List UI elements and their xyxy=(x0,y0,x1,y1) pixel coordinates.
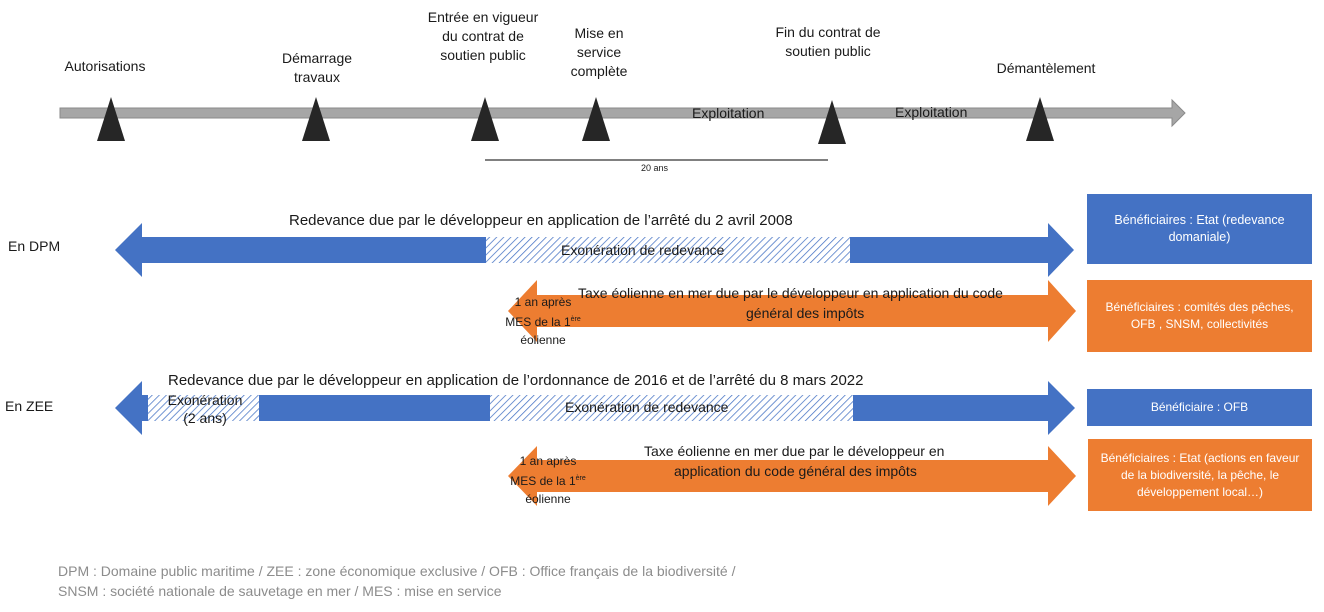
milestone-marker-autorisations xyxy=(97,97,125,141)
dpm-beneficiaire-orange: Bénéficiaires : comités des pêches, OFB , SNSM, collectivités xyxy=(1087,280,1312,352)
zee-mes-note: 1 an après MES de la 1ère éolienne xyxy=(510,454,586,506)
dpm-beneficiaire-blue: Bénéficiaires : Etat (redevance domaniale) xyxy=(1087,194,1312,264)
zee-redevance-label: Redevance due par le développeur en application de l’ordonnance de 2016 et de l’arrêté du 8 mars 2022 xyxy=(168,372,864,389)
milestone-mise-en-service: Mise en service complète xyxy=(570,25,628,79)
milestone-marker-demarrage xyxy=(302,97,330,141)
dpm-taxe-label-1: Taxe éolienne en mer due par le développeur en application du code xyxy=(578,285,1003,301)
zee-taxe-label-2: application du code général des impôts xyxy=(674,463,917,479)
milestone-demarrage: Démarrage travaux xyxy=(281,50,353,85)
milestone-autorisations: Autorisations xyxy=(64,58,146,74)
zee-exoneration-short-label: Exonération (2 ans) xyxy=(167,392,243,426)
zee-taxe-label-1: Taxe éolienne en mer due par le développeur en xyxy=(644,443,945,459)
milestone-marker-demantelement xyxy=(1026,97,1054,141)
exploitation-label-2: Exploitation xyxy=(895,104,968,120)
exploitation-label-1: Exploitation xyxy=(692,105,765,121)
dpm-redevance-label: Redevance due par le développeur en application de l’arrêté du 2 avril 2008 xyxy=(289,212,793,229)
timeline-graphic xyxy=(0,0,1324,180)
zee-beneficiaire-orange: Bénéficiaires : Etat (actions en faveur de la biodiversité, la pêche, le développement local…) xyxy=(1088,439,1312,511)
milestone-marker-mise xyxy=(582,97,610,141)
dpm-mes-note: 1 an après MES de la 1ère éolienne xyxy=(505,295,581,347)
dpm-exoneration-label: Exonération de redevance xyxy=(561,242,725,258)
footer-line-2: SNSM : société nationale de sauvetage en mer / MES : mise en service xyxy=(58,583,502,599)
row-label-zee: En ZEE xyxy=(5,398,54,414)
milestone-marker-entree xyxy=(471,97,499,141)
footer-line-1: DPM : Domaine public maritime / ZEE : zone économique exclusive / OFB : Office français de la biodiversité / xyxy=(58,563,736,579)
milestone-marker-fin xyxy=(818,100,846,144)
milestone-entree-vigueur: Entrée en vigueur du contrat de soutien public xyxy=(427,9,539,63)
timeline-arrow xyxy=(60,100,1185,126)
zee-exoneration-label: Exonération de redevance xyxy=(565,399,729,415)
dpm-taxe-label-2: général des impôts xyxy=(746,305,865,321)
duration-label: 20 ans xyxy=(641,163,669,173)
footer-legend xyxy=(58,561,735,601)
milestone-fin-contrat: Fin du contrat de soutien public xyxy=(775,24,881,59)
milestone-demantelement: Démantèlement xyxy=(996,60,1096,76)
zee-beneficiaire-blue: Bénéficiaire : OFB xyxy=(1087,389,1312,426)
row-label-dpm: En DPM xyxy=(8,238,61,254)
